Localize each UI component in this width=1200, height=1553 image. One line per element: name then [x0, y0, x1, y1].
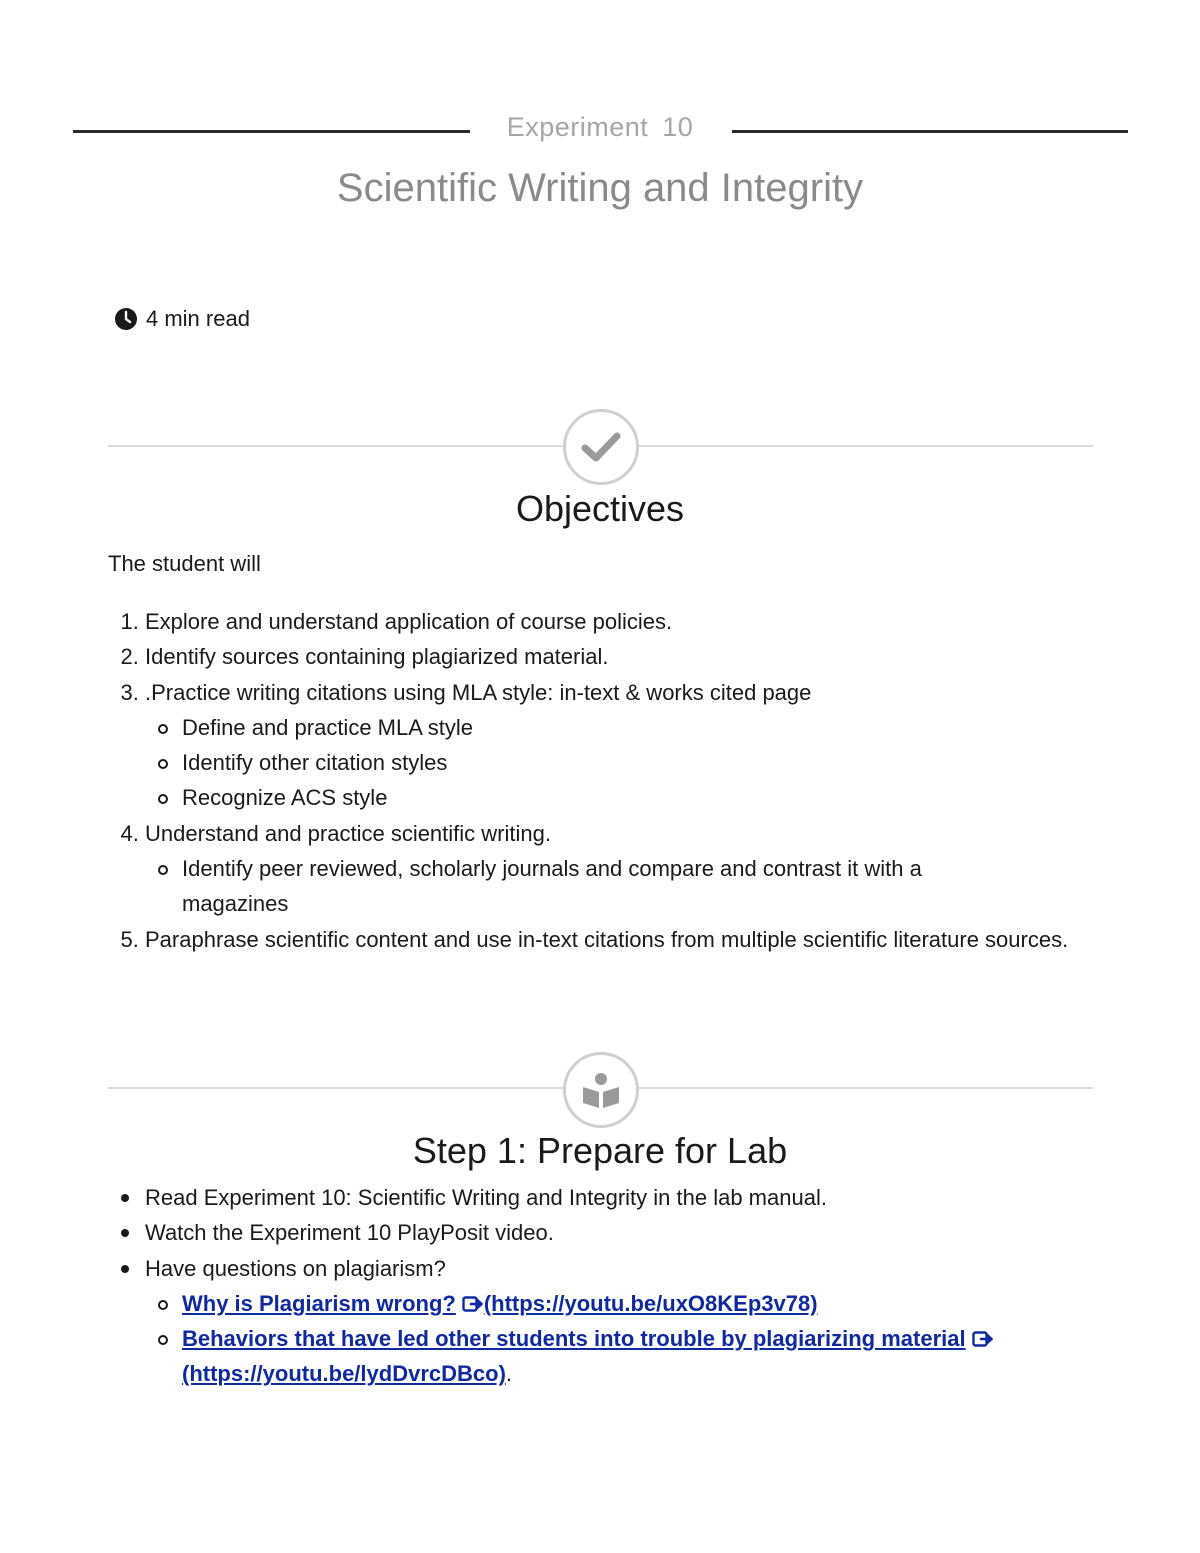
- objective-sublist: [145, 710, 1095, 816]
- check-icon: [581, 430, 621, 464]
- objective-subitem: Identify peer reviewed, scholarly journals and compare and contrast it with a magazines: [182, 851, 1025, 922]
- page-title: Scientific Writing and Integrity: [336, 166, 864, 210]
- external-link-icon: [462, 1295, 484, 1313]
- plagiarism-wrong-url[interactable]: (https://youtu.be/uxO8KEp3v78): [483, 1290, 818, 1316]
- objective-item: 4. Understand and practice scientific writing. Identify peer reviewed, scholarly journals and compare and contrast it with a magazines: [145, 816, 1095, 922]
- step1-heading: Step 1: Prepare for Lab: [412, 1130, 788, 1171]
- objective-subitem: Define and practice MLA style: [182, 710, 1095, 745]
- read-time-label: 4 min read: [146, 306, 250, 331]
- book-reader-icon: [581, 1071, 621, 1109]
- clock-icon: [114, 307, 138, 331]
- experiment-kicker: Experiment 10: [506, 112, 694, 142]
- step1-item: Have questions on plagiarism? Why is Plagiarism wrong? (https://youtu.be/uxO8KEp3v78) Behaviors that have led other students into trouble by plagiarizing material (https://youtu.be/lydDvrcDBco).: [145, 1251, 1145, 1392]
- objectives-badge: [563, 409, 639, 485]
- objectives-intro: The student will: [108, 551, 261, 576]
- step1-badge: [563, 1052, 639, 1128]
- link-item: [182, 1286, 1145, 1321]
- objective-sublist: [145, 851, 1095, 922]
- plagiarism-wrong-link[interactable]: Why is Plagiarism wrong?: [182, 1290, 456, 1316]
- objectives-heading: Objectives: [515, 488, 685, 529]
- step1-item: Watch the Experiment 10 PlayPosit video.: [145, 1215, 1145, 1250]
- objective-item: 2. Identify sources containing plagiarized material.: [145, 639, 1095, 674]
- read-time: [114, 306, 250, 332]
- objective-subitem: Identify other citation styles: [182, 745, 1095, 780]
- plagiarism-links: [145, 1286, 1145, 1392]
- objective-item: 1. Explore and understand application of course policies.: [145, 604, 1095, 639]
- objective-item: 3. .Practice writing citations using MLA style: in-text & works cited page Define and practice MLA style Identify other citation styles Recognize ACS style: [145, 675, 1095, 816]
- plagiarism-behaviors-url[interactable]: (https://youtu.be/lydDvrcDBco): [182, 1361, 506, 1387]
- external-link-icon: [972, 1330, 994, 1348]
- step1-item: Read Experiment 10: Scientific Writing and Integrity in the lab manual.: [145, 1180, 1145, 1215]
- objectives-list: [108, 604, 1095, 957]
- objective-item: 5. Paraphrase scientific content and use in-text citations from multiple scientific literature sources.: [145, 922, 1095, 957]
- plagiarism-behaviors-link[interactable]: Behaviors that have led other students into trouble by plagiarizing material: [182, 1326, 966, 1352]
- step1-list: [108, 1180, 1145, 1392]
- link-item: Behaviors that have led other students into trouble by plagiarizing material (https://youtu.be/lydDvrcDBco).: [182, 1321, 1145, 1392]
- objective-subitem: Recognize ACS style: [182, 780, 1095, 815]
